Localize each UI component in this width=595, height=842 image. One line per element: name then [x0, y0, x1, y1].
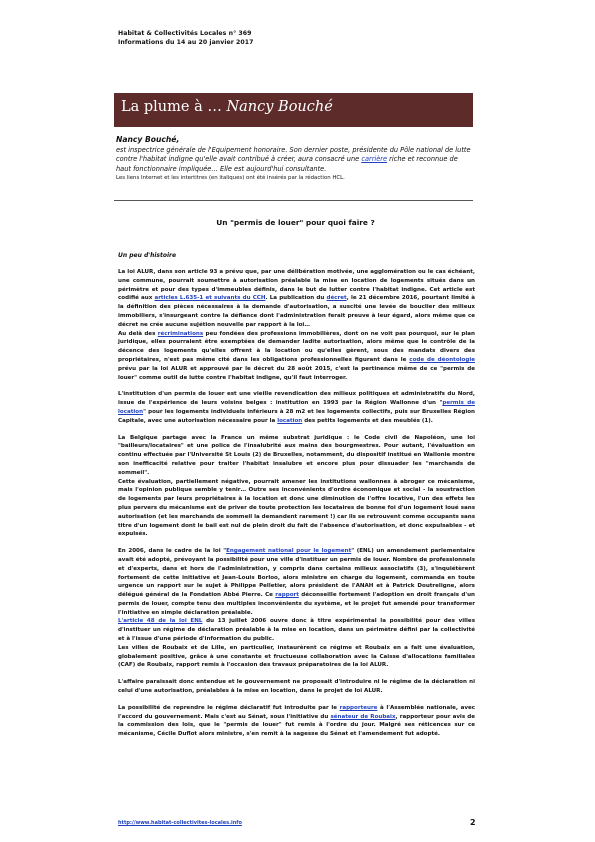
paragraph-text: L'affaire paraissait donc entendue et le gouvernement ne proposait d'introduire ni le régime de la déclaration ni celui d'une autorisation, préalables à la mise en location, dans le projet de loi ALUR.: [118, 679, 475, 695]
publication-header: [118, 30, 253, 47]
paragraph-text: Au delà des: [118, 330, 158, 337]
paragraph-text: déconseille fortement l'adoption en droit français d'un permis de louer, compte tenu des multiples inconvénients du système, et le projet fut amendé pour transformer l'initiative en simple déclaration préalable.: [118, 592, 475, 616]
inline-link[interactable]: rapporteure: [339, 704, 378, 711]
paragraph-text: La loi ALUR, dans son article 93 a prévu que, par une délibération motivée, une agglomération ou le cas échéant, une commune, pourrait soumettre à autorisation préalable la mise en location de logements situés dans un périmètre et pour des types d'immeubles définis, dans le but de lutter contre l'habitat indigne. Cet article est codifié aux: [118, 269, 475, 302]
inline-link[interactable]: Engagement national pour le logement: [226, 548, 352, 555]
paragraph-text: L'institution d'un permis de louer est une vieille revendication des milieux politiques et administratifs du Nord, issue de l'expérience de leurs voisins belges : institution en 1993 par la Région Wallonne d'un ": [118, 391, 475, 407]
paragraph-text: La Belgique partage avec la France un même substrat juridique : le Code civil de Napoléon, une loi "bailleurs/locataires" et une police de l'insalubrité aux mains des bourgmestres. Pour autant, l'évaluation en continu effectuée par l'Université St Louis (2) de Bruxelles, notamment, du dispositif institué en Wallonie montre son inefficacité relative pour traiter l'habitat insalubre et encore plus pour dissuader les "marchands de sommeil".: [118, 434, 475, 476]
bio-text: [116, 146, 473, 175]
paragraph-text: La possibilité de reprendre le régime déclaratif fut introduite par le: [118, 704, 340, 711]
header-line-2: Informations du 14 au 20 janvier 2017: [118, 38, 254, 46]
paragraph-text: du 13 juillet 2006 ouvre donc à titre expérimental la possibilité pour des villes d'instituer un régime de déclaration préalable à la mise en location, dans un périmètre défini par la collectivité et à l'issue d'une période d'information du public.: [118, 618, 475, 643]
inline-link[interactable]: permis de location: [118, 400, 475, 415]
paragraph-text: Les villes de Roubaix et de Lille, en particulier, instaurèrent ce régime et Roubaix en a fait une évaluation, globalement positive, grâce à une constante et fructueuse collaboration avec la Caisse d'allocations familiales (CAF) de Roubaix, rapport remis à l'occasion des travaux préparatoires de la loi ALUR.: [118, 644, 475, 669]
paragraph-text: Cette évaluation, partiellement négative, pourrait amener les institutions wallonnes à abroger ce mécanisme, mais l'opinion publique semble y tenir… Outre ses inconvénients d'ordre économique et social - la soustraction de logements par leurs propriétaires à la location et donc une diminution de l'offre locative, l'un des effets les plus pervers du mécanisme est de priver de toute protection les locataires de bonne foi d'un logement loué sans autorisation (et les marchands de sommeil la demandent rarement !) car ils se retrouvent comme occupants sans titre d'un logement dont le bail est nul de plein droit du fait de l'absence d'autorisation, et donc expulsables - et expulsés.: [118, 478, 475, 538]
section-heading: Un peu d'histoire: [118, 252, 177, 259]
bio-divider: [114, 200, 473, 201]
paragraph-text: peu fondées des professions immobilières, dont on ne voit pas pourquoi, sur le plan juridique, elles pourraient être exemptées de demander ladite autorisation, alors même que le contrôle de la décence des logements qu'elles offrent à la location ou qu'elles gèrent, sous des mandats divers des propriétaires, n'est pas même cité dans les obligations professionnelles figurant dans le: [118, 330, 475, 363]
bio-text-end: riche et reconnue de haut fonctionnaire impliquée… Elle est aujourd'hui consultante.: [116, 155, 458, 173]
banner-title: [121, 99, 333, 115]
paragraph: [118, 478, 475, 540]
paragraph-text: des petits logements et des meublés (1).: [302, 417, 433, 424]
paragraph: [118, 704, 475, 739]
inline-link[interactable]: L'article 48 de la loi ENL: [118, 618, 203, 625]
paragraph-text: " pour les logements individuels inférieurs à 28 m2 et les logements collectifs, puis sur Bruxelles Région Capitale, avec une autorisation nécessaire pour la: [118, 408, 475, 424]
paragraph-text: " (ENL) un amendement parlementaire avait été adopté, prévoyant la possibilité pour une ville d'instituer un permis de louer. Nombre de professionnels et d'experts, dans et hors de l'administration, y compris dans certains milieux associatifs (3), s'inquiétèrent fortement de cette initiative et Jean-Louis Borloo, alors ministre en charge du logement, commanda en toute urgence un rapport sur le sujet à Philippe Pelletier, alors président de l'ANAH et à Patrick Doutreligne, alors délégué général de la Fondation Abbé Pierre. Ce: [118, 548, 475, 599]
inline-link[interactable]: articles L.635-1 et suivants du CCH: [154, 295, 266, 302]
paragraph: [118, 547, 475, 617]
paragraph: [118, 617, 475, 643]
article-title: Un "permis de louer" pour quoi faire ?: [216, 218, 375, 227]
paragraph-text: à l'Assemblée nationale, avec l'accord du gouvernement. Mais c'est au Sénat, sous l'initiative du: [118, 704, 475, 720]
inline-link[interactable]: location: [277, 417, 303, 424]
paragraph-text: prévu par la loi ALUR et approuvé par le décret du 28 août 2015, c'est la pertinence même de ce "permis de louer" comme outil de lutte contre l'habitat indigne, qu'il faut interroger.: [118, 365, 475, 381]
paragraph: [118, 678, 475, 696]
title-banner: [114, 93, 473, 127]
page-number: 2: [470, 818, 476, 827]
paragraph: [118, 390, 475, 425]
paragraph: [118, 644, 475, 670]
bio-text-start: est inspectrice générale de l'Equipement honoraire. Son dernier poste, présidente du Pôle national de lutte contre l'habitat indigne qu'elle avait contribué à créer, aura consacré une: [116, 145, 471, 164]
author-bio: [116, 135, 473, 182]
paragraph: [118, 434, 475, 478]
inline-link[interactable]: rapport: [275, 592, 299, 599]
paragraph: [118, 268, 475, 330]
bio-author-name: Nancy Bouché,: [116, 135, 180, 144]
article-body: [118, 268, 475, 747]
header-line-1: Habitat & Collectivités Locales n° 369: [118, 30, 252, 37]
inline-link[interactable]: code de déontologie: [409, 356, 475, 363]
inline-link[interactable]: décret: [326, 295, 347, 302]
paragraph-text: , le 21 décembre 2016, pourtant limité à la définition des pièces nécessaires à la demande d'autorisation, a suscité une levée de bouclier des milieux immobiliers, s'insurgeant contre la défiance dont l'administration ferait preuve à leur égard, alors même que ce décret ne crée aucune sujétion nouvelle par rapport à la loi…: [118, 295, 475, 328]
inline-link[interactable]: sénateur de Roubaix: [330, 713, 396, 720]
paragraph: [118, 330, 475, 383]
paragraph-text: , rapporteur pour avis de la commission des lois, que le "permis de louer" fut remis à l'ordre du jour. Malgré ses réticences sur ce mécanisme, Cécile Duflot alors ministre, s'en remit à la sagesse du Sénat et l'amendement fut adopté.: [118, 713, 475, 738]
banner-prefix: La plume à …: [121, 99, 222, 115]
bio-career-link[interactable]: carrière: [361, 155, 388, 164]
paragraph-text: En 2006, dans le cadre de la loi ": [118, 548, 227, 555]
footer-website-link[interactable]: http://www.habitat-collectivites-locales.info: [118, 820, 242, 826]
editor-note: Les liens Internet et les intertitres (en italiques) ont été insérés par la rédaction HCL.: [116, 175, 345, 182]
inline-link[interactable]: récriminations: [157, 330, 204, 337]
paragraph-text: . La publication du: [265, 295, 327, 302]
banner-author-name: Nancy Bouché: [221, 99, 333, 115]
